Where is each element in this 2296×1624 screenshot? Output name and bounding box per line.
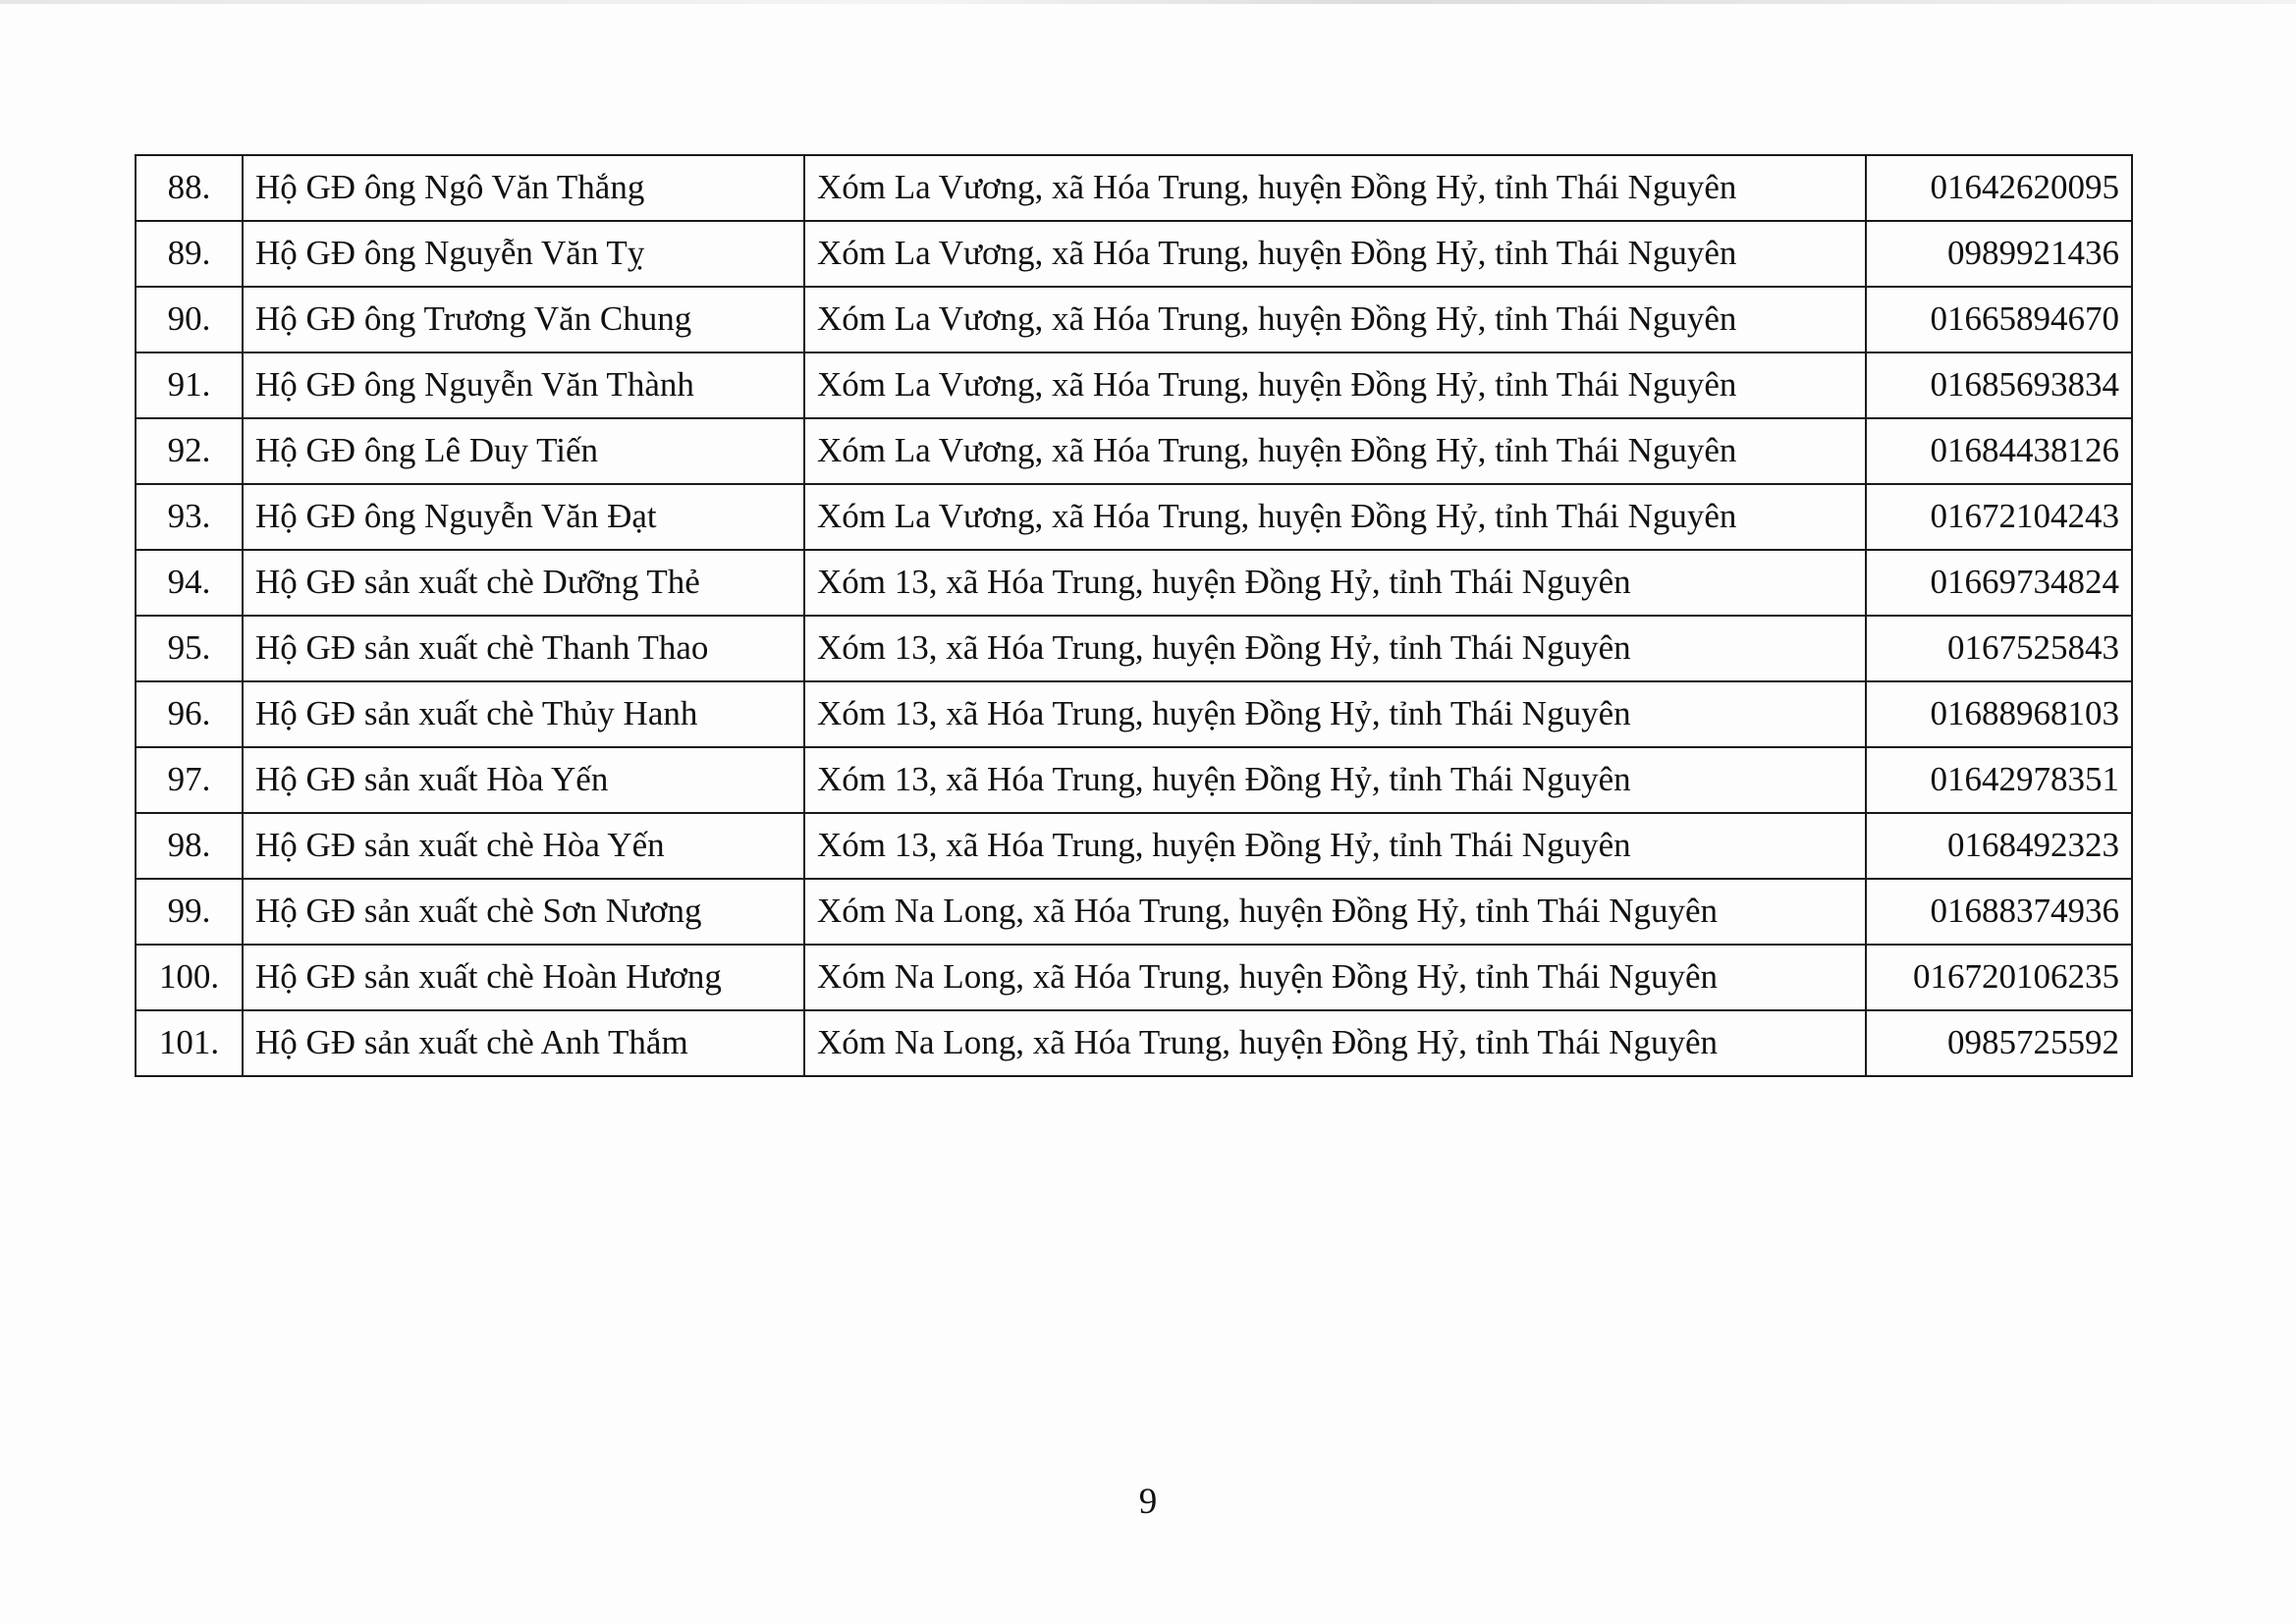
row-number-cell: 92. xyxy=(136,418,243,484)
address-cell: Xóm La Vương, xã Hóa Trung, huyện Đồng Hỷ, tỉnh Thái Nguyên xyxy=(804,484,1866,550)
household-name-cell: Hộ GĐ sản xuất chè Anh Thắm xyxy=(243,1010,804,1076)
phone-number-cell: 0167525843 xyxy=(1866,616,2132,681)
phone-number-cell: 016720106235 xyxy=(1866,945,2132,1010)
phone-number-cell: 01665894670 xyxy=(1866,287,2132,352)
address-cell: Xóm 13, xã Hóa Trung, huyện Đồng Hỷ, tỉnh Thái Nguyên xyxy=(804,616,1866,681)
phone-number-cell: 01688968103 xyxy=(1866,681,2132,747)
address-cell: Xóm Na Long, xã Hóa Trung, huyện Đồng Hỷ, tỉnh Thái Nguyên xyxy=(804,1010,1866,1076)
row-number-cell: 96. xyxy=(136,681,243,747)
household-name-cell: Hộ GĐ sản xuất Hòa Yến xyxy=(243,747,804,813)
table-row xyxy=(136,879,2132,945)
table-body xyxy=(136,155,2132,1076)
row-number-cell: 88. xyxy=(136,155,243,221)
phone-number-cell: 0985725592 xyxy=(1866,1010,2132,1076)
row-number-cell: 97. xyxy=(136,747,243,813)
table-row xyxy=(136,287,2132,352)
phone-number-cell: 0989921436 xyxy=(1866,221,2132,287)
address-cell: Xóm Na Long, xã Hóa Trung, huyện Đồng Hỷ, tỉnh Thái Nguyên xyxy=(804,879,1866,945)
row-number-cell: 101. xyxy=(136,1010,243,1076)
table-row xyxy=(136,1010,2132,1076)
phone-number-cell: 01669734824 xyxy=(1866,550,2132,616)
address-cell: Xóm 13, xã Hóa Trung, huyện Đồng Hỷ, tỉnh Thái Nguyên xyxy=(804,550,1866,616)
address-cell: Xóm La Vương, xã Hóa Trung, huyện Đồng Hỷ, tỉnh Thái Nguyên xyxy=(804,221,1866,287)
phone-number-cell: 01684438126 xyxy=(1866,418,2132,484)
phone-number-cell: 01685693834 xyxy=(1866,352,2132,418)
table-row xyxy=(136,681,2132,747)
table-row xyxy=(136,155,2132,221)
household-name-cell: Hộ GĐ sản xuất chè Hoàn Hương xyxy=(243,945,804,1010)
address-cell: Xóm La Vương, xã Hóa Trung, huyện Đồng Hỷ, tỉnh Thái Nguyên xyxy=(804,287,1866,352)
row-number-cell: 94. xyxy=(136,550,243,616)
address-cell: Xóm 13, xã Hóa Trung, huyện Đồng Hỷ, tỉnh Thái Nguyên xyxy=(804,813,1866,879)
row-number-cell: 99. xyxy=(136,879,243,945)
table-row xyxy=(136,352,2132,418)
household-name-cell: Hộ GĐ sản xuất chè Dưỡng Thẻ xyxy=(243,550,804,616)
household-name-cell: Hộ GĐ ông Ngô Văn Thắng xyxy=(243,155,804,221)
phone-number-cell: 01642978351 xyxy=(1866,747,2132,813)
table-row xyxy=(136,221,2132,287)
row-number-cell: 89. xyxy=(136,221,243,287)
household-name-cell: Hộ GĐ ông Trương Văn Chung xyxy=(243,287,804,352)
row-number-cell: 100. xyxy=(136,945,243,1010)
table-row xyxy=(136,616,2132,681)
row-number-cell: 91. xyxy=(136,352,243,418)
page-number: 9 xyxy=(1138,1482,1158,1522)
household-table xyxy=(135,154,2133,1077)
household-name-cell: Hộ GĐ ông Lê Duy Tiến xyxy=(243,418,804,484)
household-name-cell: Hộ GĐ ông Nguyễn Văn Đạt xyxy=(243,484,804,550)
row-number-cell: 90. xyxy=(136,287,243,352)
table-row xyxy=(136,550,2132,616)
phone-number-cell: 01672104243 xyxy=(1866,484,2132,550)
table-row xyxy=(136,747,2132,813)
address-cell: Xóm Na Long, xã Hóa Trung, huyện Đồng Hỷ, tỉnh Thái Nguyên xyxy=(804,945,1866,1010)
table-row xyxy=(136,484,2132,550)
row-number-cell: 95. xyxy=(136,616,243,681)
household-name-cell: Hộ GĐ sản xuất chè Hòa Yến xyxy=(243,813,804,879)
table-row xyxy=(136,418,2132,484)
address-cell: Xóm 13, xã Hóa Trung, huyện Đồng Hỷ, tỉnh Thái Nguyên xyxy=(804,681,1866,747)
address-cell: Xóm La Vương, xã Hóa Trung, huyện Đồng Hỷ, tỉnh Thái Nguyên xyxy=(804,418,1866,484)
row-number-cell: 93. xyxy=(136,484,243,550)
table-row xyxy=(136,945,2132,1010)
household-name-cell: Hộ GĐ ông Nguyễn Văn Tỵ xyxy=(243,221,804,287)
phone-number-cell: 01688374936 xyxy=(1866,879,2132,945)
phone-number-cell: 01642620095 xyxy=(1866,155,2132,221)
household-name-cell: Hộ GĐ sản xuất chè Thủy Hanh xyxy=(243,681,804,747)
scan-top-edge xyxy=(0,0,2296,4)
household-name-cell: Hộ GĐ sản xuất chè Thanh Thao xyxy=(243,616,804,681)
address-cell: Xóm La Vương, xã Hóa Trung, huyện Đồng Hỷ, tỉnh Thái Nguyên xyxy=(804,155,1866,221)
phone-number-cell: 0168492323 xyxy=(1866,813,2132,879)
household-name-cell: Hộ GĐ sản xuất chè Sơn Nương xyxy=(243,879,804,945)
household-name-cell: Hộ GĐ ông Nguyễn Văn Thành xyxy=(243,352,804,418)
address-cell: Xóm 13, xã Hóa Trung, huyện Đồng Hỷ, tỉnh Thái Nguyên xyxy=(804,747,1866,813)
row-number-cell: 98. xyxy=(136,813,243,879)
address-cell: Xóm La Vương, xã Hóa Trung, huyện Đồng Hỷ, tỉnh Thái Nguyên xyxy=(804,352,1866,418)
table-row xyxy=(136,813,2132,879)
